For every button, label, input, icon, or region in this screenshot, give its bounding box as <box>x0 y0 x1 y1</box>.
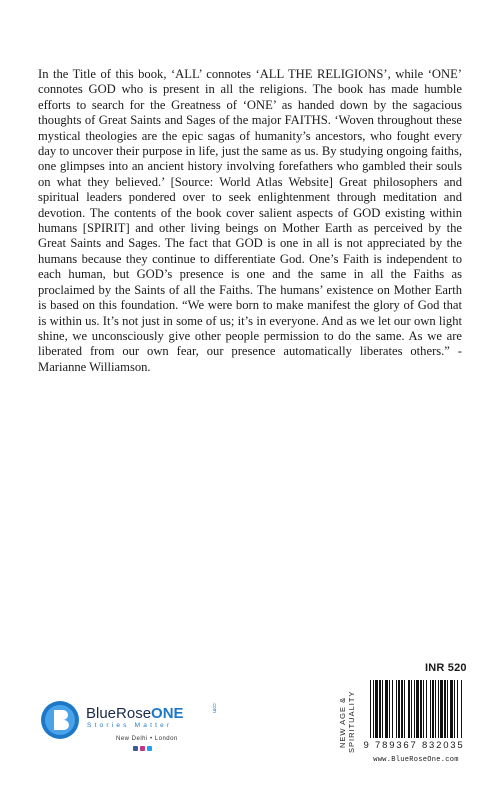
barcode-bar <box>370 680 371 738</box>
publisher-name-part1: BlueRose <box>86 705 152 722</box>
publisher-website: www.BlueRoseOne.com <box>373 756 459 764</box>
genre-label: NEW AGE & SPIRITUALITY <box>338 690 356 754</box>
barcode-bar <box>414 680 415 738</box>
barcode-bar <box>411 680 412 738</box>
barcode-bar <box>416 680 419 738</box>
isbn-number: 9 789367 832035 <box>363 740 465 751</box>
barcode-bar <box>432 680 434 738</box>
barcode-bar <box>461 680 462 738</box>
barcode-bar <box>457 680 458 738</box>
barcode-bar <box>389 680 390 738</box>
publisher-name <box>86 705 184 722</box>
barcode-bar <box>401 680 403 738</box>
barcode-bar <box>423 680 424 738</box>
barcode-bar <box>430 680 431 738</box>
barcode-bar <box>447 680 448 738</box>
barcode-bar <box>396 680 397 738</box>
barcode <box>368 680 464 748</box>
barcode-bar <box>444 680 446 738</box>
barcode-bar <box>379 680 381 738</box>
barcode-bar <box>420 680 422 738</box>
barcode-graphic <box>368 680 464 740</box>
publisher-name-part2: ONE <box>151 705 184 722</box>
barcode-bar <box>375 680 378 738</box>
bluerose-logo-icon <box>40 700 80 740</box>
back-cover-blurb: In the Title of this book, ‘ALL’ connotes ‘ALL THE RELIGIONS’, while ‘ONE’ connotes GOD who is present in all the religions. The book has made humble efforts to search for the Greatness of ‘ONE’ as handed down by the sagacious thoughts of Great Saints and Sages of the major FAITHS. ‘Woven throughout these mystical theologies are the epic sagas of humanity’s ancestors, who fought every day to uncover their purpose in life, just the same as us. By studying ongoing faiths, one glimpses into an ancient history involving forefathers who gambled their souls on what they believed.’ [Source: World Atlas Website] Great philosophers and spiritual leaders pondered over to seek enlightenment through meditation and devotion. The contents of the book cover salient aspects of GOD existing within humans [SPIRIT] and other living beings on Mother Earth as perceived by the Great Saints and Sages. The fact that GOD is one in all is not appreciated by the humans because they continue to differentiate God. One’s Faith is independent to each human, but GOD’s presence is one and the same in all the Faiths as proclaimed by the Saints of all the Faiths. The humans’ existence on Mother Earth is based on this foundation. “We were born to make manifest the glory of God that is within us. It’s not just in some of us; it’s in everyone. And as we let our own light shine, we unconsciously give other people permission to do the same. As we are liberated from our own fear, our presence automatically liberates others.” - Marianne Williamson. <box>38 67 462 374</box>
facebook-icon <box>133 746 138 751</box>
barcode-bar <box>398 680 400 738</box>
instagram-icon <box>140 746 145 751</box>
social-icons <box>133 746 152 751</box>
barcode-bar <box>404 680 405 738</box>
barcode-bar <box>408 680 410 738</box>
barcode-bar <box>382 680 383 738</box>
barcode-bar <box>440 680 443 738</box>
barcode-bar <box>454 680 455 738</box>
barcode-bar <box>373 680 374 738</box>
barcode-bar <box>450 680 453 738</box>
price-label: INR 520 <box>425 662 467 674</box>
barcode-bar <box>392 680 393 738</box>
barcode-bar <box>438 680 439 738</box>
publisher-suffix: .com <box>211 702 217 713</box>
barcode-bar <box>385 680 388 738</box>
publisher-cities: New Delhi • London <box>116 736 178 742</box>
publisher-tagline: Stories Matter <box>87 722 173 729</box>
twitter-icon <box>147 746 152 751</box>
barcode-bar <box>435 680 436 738</box>
barcode-bar <box>426 680 427 738</box>
